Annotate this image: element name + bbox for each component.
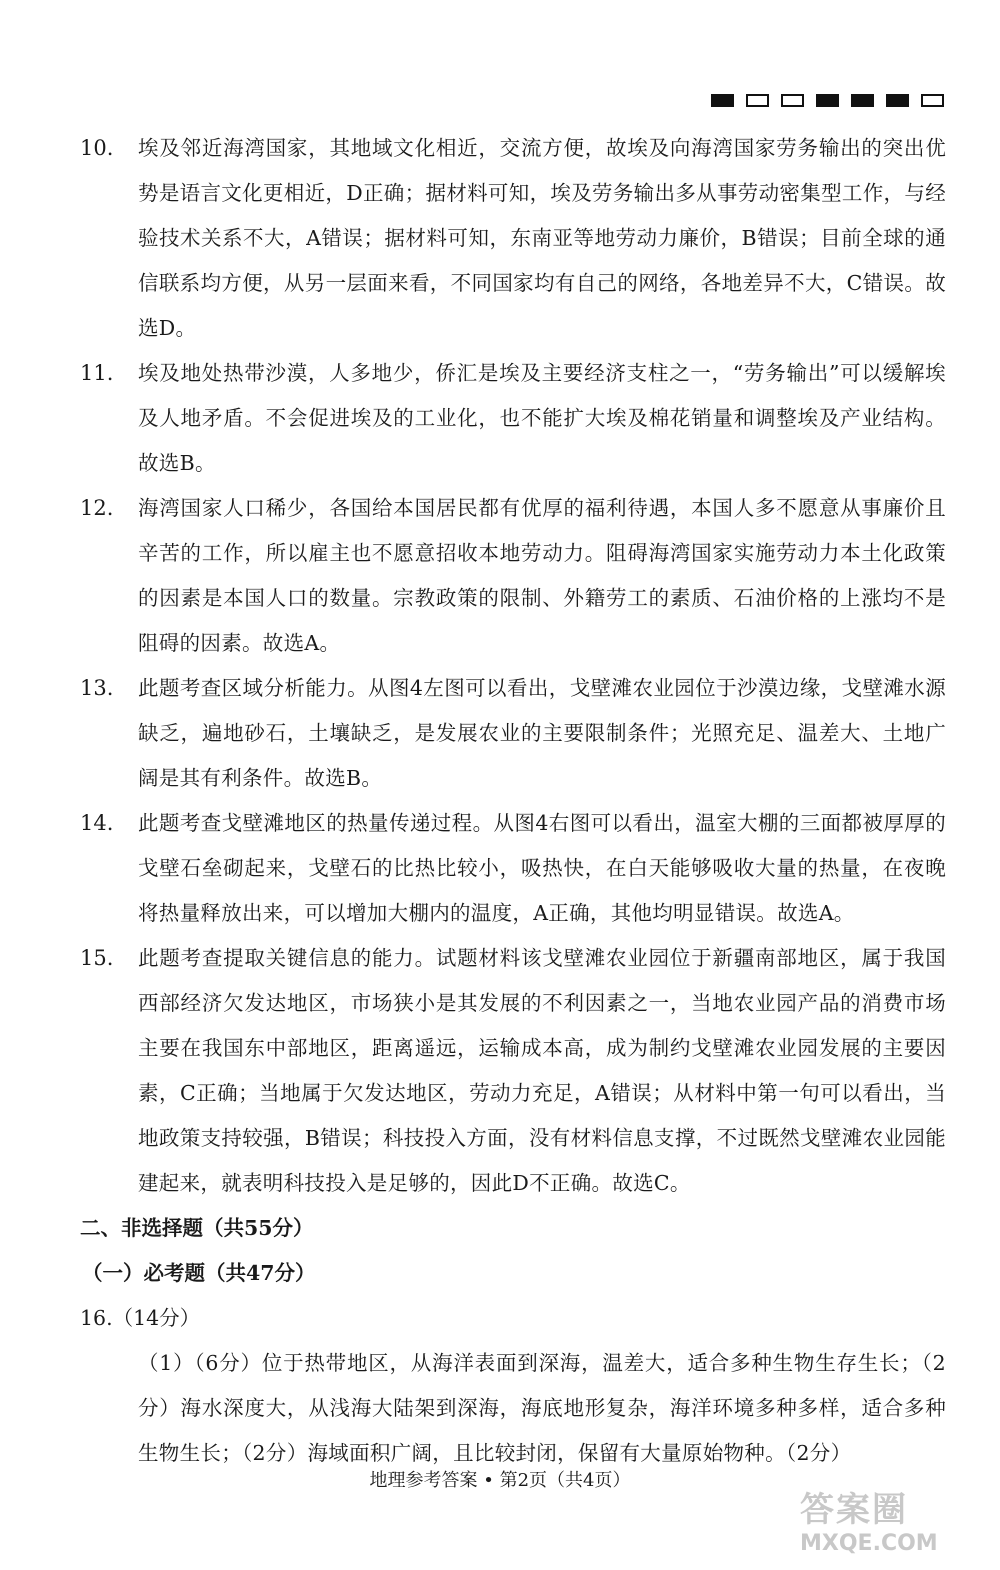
question-number: 10. bbox=[80, 136, 114, 160]
section-heading: 二、非选择题（共55分） bbox=[80, 1216, 314, 1240]
header-mark bbox=[921, 94, 944, 107]
watermark-logo bbox=[800, 1482, 970, 1562]
header-mark bbox=[816, 94, 839, 107]
answer-text: 此题考查戈壁滩地区的热量传递过程。从图4右图可以看出，温室大棚的三面都被厚厚的戈壁石垒砌起来，戈壁石的比热比较小，吸热快，在白天能够吸收大量的热量，在夜晚将热量释放出来，可以增加大棚内的温度，A正确，其他均明显错误。故选A。 bbox=[138, 811, 946, 925]
header-mark bbox=[851, 94, 874, 107]
question-16-part-1: （1）（6分）位于热带地区，从海洋表面到深海，温差大，适合多种生物生存生长；（2分）海水深度大，从浅海大陆架到深海，海底地形复杂，海洋环境多种多样，适合多种生物生长；（2分）海域面积广阔，且比较封闭，保留有大量原始物种。（2分） bbox=[138, 1351, 946, 1465]
answer-content bbox=[80, 126, 946, 1476]
question-number: 15. bbox=[80, 946, 114, 970]
answer-item-12 bbox=[80, 486, 946, 666]
question-number: 14. bbox=[80, 811, 114, 835]
watermark-logo-top: 答案圈 bbox=[800, 1490, 908, 1530]
question-16-label: 16.（14分） bbox=[80, 1306, 201, 1330]
answer-item-13 bbox=[80, 666, 946, 801]
answer-text: 此题考查提取关键信息的能力。试题材料该戈壁滩农业园位于新疆南部地区，属于我国西部经济欠发达地区，市场狭小是其发展的不利因素之一，当地农业园产品的消费市场主要在我国东中部地区，距离遥远，运输成本高，成为制约戈壁滩农业园发展的主要因素，C正确；当地属于欠发达地区，劳动力充足，A错误；从材料中第一句可以看出，当地政策支持较强，B错误；科技投入方面，没有材料信息支撑，不过既然戈壁滩农业园能建起来，就表明科技投入是足够的，因此D不正确。故选C。 bbox=[138, 946, 946, 1195]
answer-item-10 bbox=[80, 126, 946, 351]
section-subheading: （一）必考题（共47分） bbox=[82, 1261, 316, 1285]
watermark-logo-bottom: MXQE.COM bbox=[800, 1531, 938, 1556]
header-mark bbox=[746, 94, 769, 107]
answer-text: 埃及地处热带沙漠，人多地少，侨汇是埃及主要经济支柱之一，“劳务输出”可以缓解埃及人地矛盾。不会促进埃及的工业化，也不能扩大埃及棉花销量和调整埃及产业结构。故选B。 bbox=[138, 361, 946, 475]
header-mark bbox=[781, 94, 804, 107]
answer-item-11 bbox=[80, 351, 946, 486]
header-mark bbox=[711, 94, 734, 107]
page-footer: 地理参考答案 • 第2页（共4页） bbox=[369, 1470, 631, 1491]
answer-text: 埃及邻近海湾国家，其地域文化相近，交流方便，故埃及向海湾国家劳务输出的突出优势是语言文化更相近，D正确；据材料可知，埃及劳务输出多从事劳动密集型工作，与经验技术关系不大，A错误；据材料可知，东南亚等地劳动力廉价，B错误；目前全球的通信联系均方便，从另一层面来看，不同国家均有自己的网络，各地差异不大，C错误。故选D。 bbox=[138, 136, 946, 340]
answer-item-15 bbox=[80, 936, 946, 1206]
header-marks bbox=[711, 94, 944, 107]
header-mark bbox=[886, 94, 909, 107]
question-number: 11. bbox=[80, 361, 114, 385]
question-number: 13. bbox=[80, 676, 114, 700]
answer-text: 此题考查区域分析能力。从图4左图可以看出，戈壁滩农业园位于沙漠边缘，戈壁滩水源缺乏，遍地砂石，土壤缺乏，是发展农业的主要限制条件；光照充足、温差大、土地广阔是其有利条件。故选B。 bbox=[138, 676, 946, 790]
question-number: 12. bbox=[80, 496, 114, 520]
answer-text: 海湾国家人口稀少，各国给本国居民都有优厚的福利待遇，本国人多不愿意从事廉价且辛苦的工作，所以雇主也不愿意招收本地劳动力。阻碍海湾国家实施劳动力本土化政策的因素是本国人口的数量。宗教政策的限制、外籍劳工的素质、石油价格的上涨均不是阻碍的因素。故选A。 bbox=[138, 496, 946, 655]
answer-item-14 bbox=[80, 801, 946, 936]
